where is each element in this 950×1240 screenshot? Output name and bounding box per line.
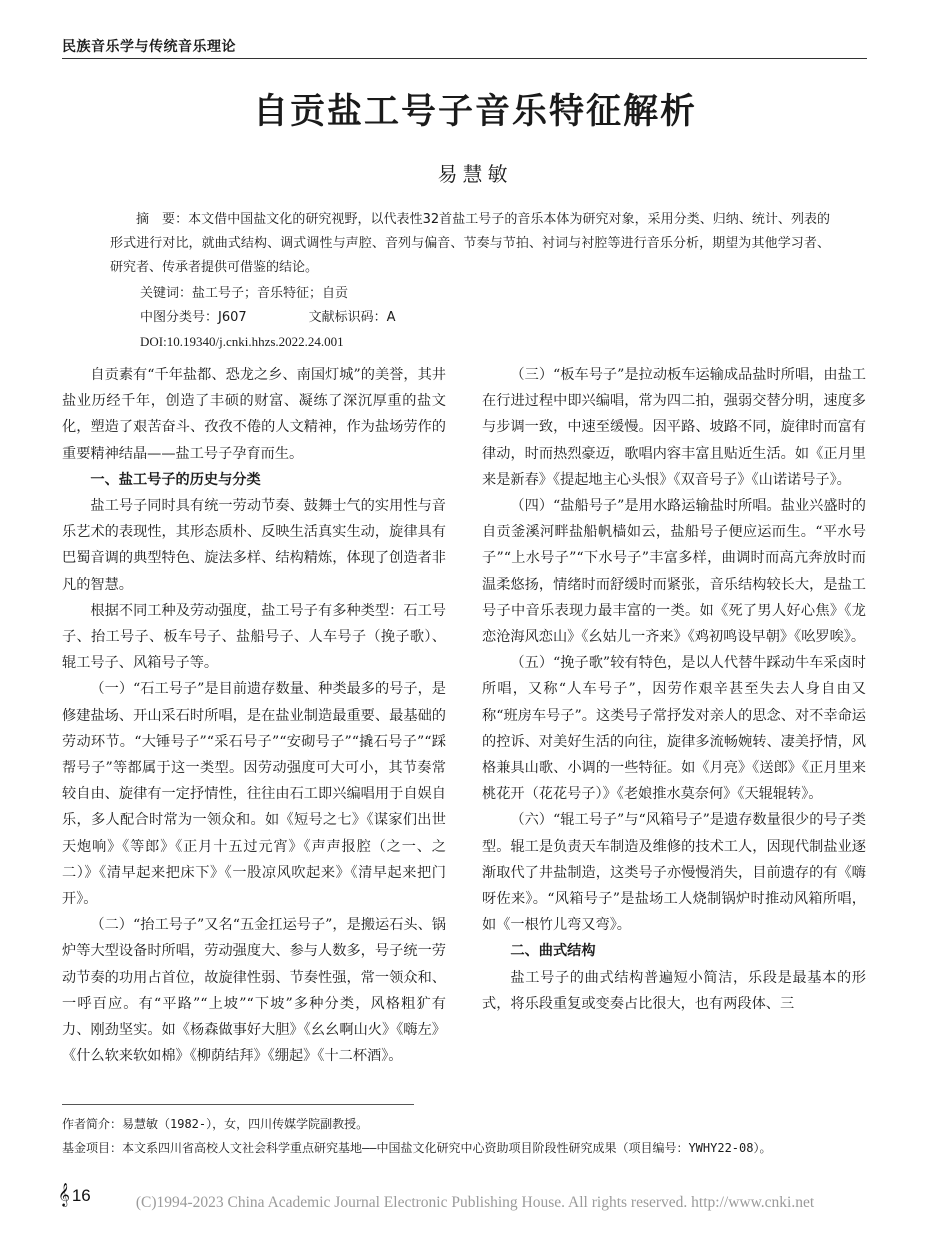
paragraph: 根据不同工种及劳动强度，盐工号子有多种类型：石工号子、抬工号子、板车号子、盐船号子、人车号子（挽子歌）、辊工号子、风箱号子等。 [62, 602, 446, 672]
section-heading: 二、曲式结构 [510, 943, 596, 960]
journal-section-header: 民族音乐学与传统音乐理论 [62, 38, 236, 54]
paragraph: （四）“盐船号子”是用水路运输盐时所唱。盐业兴盛时的自贡釜溪河畔盐船帆樯如云，盐船号子便应运而生。“平水号子”“上水号子”“下水号子”丰富多样，曲调时而高亢奔放时而温柔悠扬，情绪时而舒缓时而紧张，音乐结构较长大，是盐工号子中音乐表现力最丰富的一类。如《死了男人好心焦》《龙恋沧海风恋山》《幺姑儿一齐来》《鸡初鸣设早朝》《吆罗唉》。 [482, 498, 866, 646]
paragraph: （三）“板车号子”是拉动板车运输成品盐时所唱，由盐工在行进过程中即兴编唱，常为四二拍，强弱交替分明，速度多与步调一致，中速至缓慢。因平路、坡路不同，旋律时而富有律动，时而热烈豪迈，歌唱内容丰富且贴近生活。如《正月里来是新春》《提起地主心头恨》《双音号子》《山诺诺号子》。 [482, 367, 866, 488]
doi: DOI:10.19340/j.cnki.hhzs.2022.24.001 [140, 334, 344, 349]
copyright-watermark: (C)1994-2023 China Academic Journal Electronic Publishing House. All rights reserved. http://www.cnki.net [135, 1194, 815, 1211]
paragraph: （六）“辊工号子”与“风箱号子”是遗存数量很少的号子类型。辊工是负责天车制造及维修的技术工人，因现代制盐业逐渐取代了井盐制造，这类号子亦慢慢消失，目前遗存的有《嗨呀佐来》。“风箱号子”是盐场工人烧制锅炉时推动风箱所唱，如《一根竹儿弯又弯》。 [482, 812, 866, 934]
paragraph: （一）“石工号子”是目前遗存数量、种类最多的号子，是修建盐场、开山采石时所唱，是在盐业制造最重要、最基础的劳动环节。“大锤号子”“采石号子”“安砌号子”“撬石号子”“踩帮号子”等都属于这一类型。因劳动强度可大可小，其节奏常较自由、旋律有一定抒情性，往往由石工即兴编唱用于自娱自乐，多人配合时常为一领众和。如《短号之七》《谋家们出世天炮响》《等郎》《正月十五过元宵》《声声报腔（之一、之二）》《清早起来把床下》《一股凉风吹起来》《清早起来把门开》。 [62, 681, 446, 908]
header-rule [62, 58, 867, 59]
funding-footnote: 基金项目：本文系四川省高校人文社会科学重点研究基地——中国盐文化研究中心资助项目阶段性研究成果（项目编号：YWHY22-08）。 [62, 1141, 772, 1155]
abstract-text: 摘 要：本文借中国盐文化的研究视野，以代表性32首盐工号子的音乐本体为研究对象，采用分类、归纳、统计、列表的形式进行对比，就曲式结构、调式调性与声腔、音列与偏音、节奏与节拍、衬词与衬腔等进行音乐分析，期望为其他学习者、研究者、传承者提供可借鉴的结论。 [110, 212, 830, 275]
author-bio-footnote: 作者简介：易慧敏（1982-），女，四川传媒学院副教授。 [62, 1117, 369, 1131]
abstract-block [110, 208, 830, 280]
right-column [482, 362, 866, 1017]
keywords: 关键词：盐工号子；音乐特征；自贡 [140, 286, 349, 301]
footnote-rule [62, 1104, 414, 1105]
section-heading: 一、盐工号子的历史与分类 [90, 471, 261, 488]
paragraph: （五）“挽子歌”较有特色，是以人代替牛踩动牛车采卤时所唱，又称“人车号子”，因劳作艰辛甚至失去人身自由又称“班房车号子”。这类号子常抒发对亲人的思念、对不幸命运的控诉、对美好生活的向往，旋律多流畅婉转、凄美抒情，风格兼具山歌、小调的一些特征。如《月亮》《送郎》《正月里来桃花开（花花号子）》《老娘推水莫奈何》《天辊辊转》。 [482, 655, 866, 803]
left-column [62, 362, 446, 1069]
article-author: 易慧敏 [437, 162, 513, 186]
document-code: 文献标识码：A [308, 310, 396, 325]
paragraph: 自贡素有“千年盐都、恐龙之乡、南国灯城”的美誉，其井盐业历经千年，创造了丰硕的财富、凝练了深沉厚重的盐文化，塑造了艰苦奋斗、孜孜不倦的人文精神，作为盐场劳作的重要精神结晶——盐工号子孕育而生。 [62, 367, 446, 462]
paragraph: （二）“抬工号子”又名“五金扛运号子”，是搬运石头、锅炉等大型设备时所唱，劳动强度大、参与人数多，号子统一劳动节奏的功用占首位，故旋律性弱、节奏性强，常一领众和、一呼百应。有“平路”“上坡”“下坡”多种分类，风格粗犷有力、刚劲坚实。如《杨森做事好大胆》《幺幺啊山火》《嗨左》《什么软来软如棉》《柳荫结拜》《绷起》《十二杯酒》。 [62, 917, 446, 1065]
classification-line [140, 306, 840, 330]
page-number [58, 1184, 91, 1207]
paragraph: 盐工号子同时具有统一劳动节奏、鼓舞士气的实用性与音乐艺术的表现性，其形态质朴、反映生活真实生动，旋律具有巴蜀音调的典型特色、旋法多样、结构精炼，体现了创造者非凡的智慧。 [62, 498, 446, 593]
article-title: 自贡盐工号子音乐特征解析 [252, 91, 697, 132]
music-note-icon: 𝄞 [58, 1184, 70, 1206]
paragraph: 盐工号子的曲式结构普遍短小简洁，乐段是最基本的形式，将乐段重复或变奏占比很大，也有两段体、三 [482, 969, 866, 1012]
page-number-value: 16 [71, 1186, 91, 1205]
clc-number: 中图分类号：J607 [140, 310, 247, 325]
